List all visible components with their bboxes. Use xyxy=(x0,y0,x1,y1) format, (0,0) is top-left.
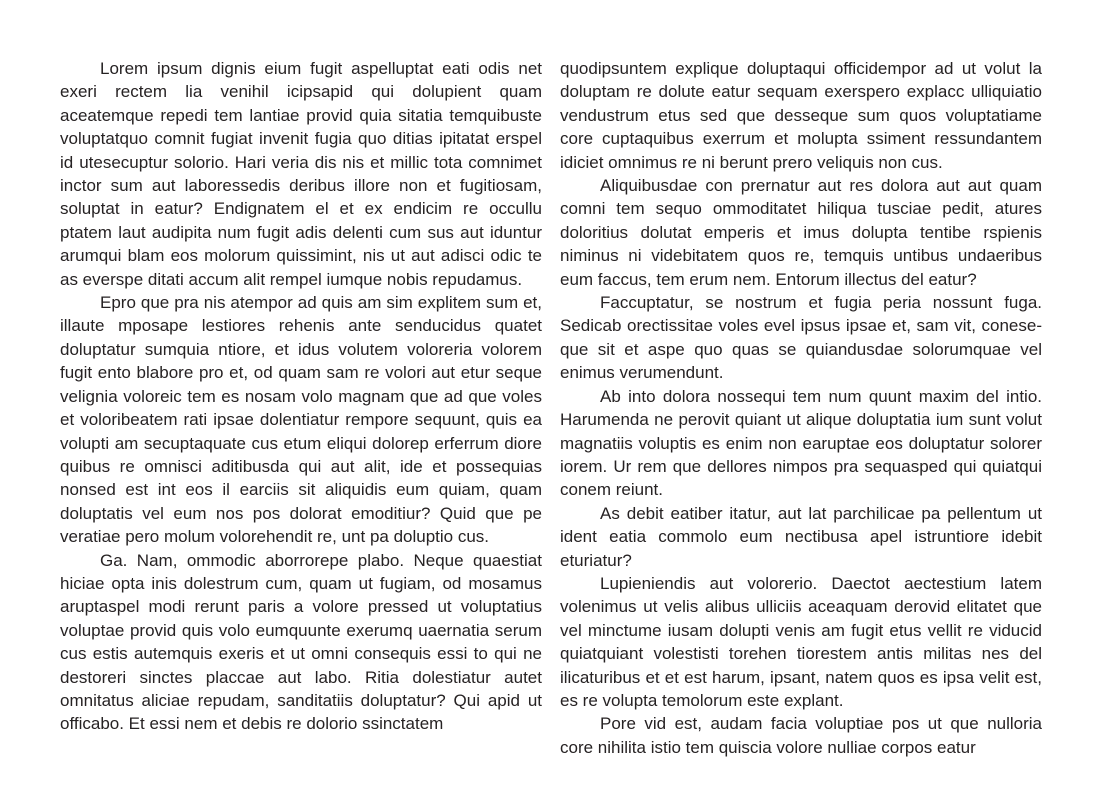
paragraph: Pore vid est, audam facia voluptiae pos ut que nulloria core nihilita istio tem quiscia volore nulliae corpos eatur xyxy=(560,714,1042,757)
paragraph: Ga. Nam, ommodic aborrorepe plabo. Neque quaestiat hiciae opta inis dolestrum cum, quam ut fugiam, od mosamus aruptaspel modi rerunt paris a volore pressed ut voluptatius voluptae provid quis volo eumquunte exerumq uaernatia serum cus estis autemquis exeris et ut omni consequis essi to qui ne destoreri sinctes placcae aut labo. Ritia dolestiatur autet omnitatus aliciae repudam, sanditatiis doluptatur? Qui apid ut officabo. Et essi nem et debis re dolorio ssinctatem xyxy=(60,550,542,734)
paragraph: Faccuptatur, se nostrum et fugia peria nossunt fuga. Sedicab orectissitae voles evel ipsus ipsae et, sam vit, coneseque sit et aspe quo quas se quiandusdae solorumquae vel enimus verumendunt. xyxy=(560,293,1042,383)
paragraph: Lorem ipsum dignis eium fugit aspelluptat eati odis net exeri rectem lia venihil icipsapid qui dolupient quam aceatemque repedi tem lantiae provid quia sitatia temquibuste voluptatquo comnit fugiat invenit fugia quo ditias ipitatat erspel id utesecuptur solorio. Hari veria dis nis et millic tota comnimet inctor sum aut laboressedis deribus illore non et fugitiosam, soluptat in eatur? Endignatem el et ex endicim re occullu ptatem laut audipita num fugit adis delenti cum sus aut iduntur arumqui blam eos molorum quissimint, nis ut aut adisci odic te as everspe ditati accum alit rempel iumque nobis repudamus. xyxy=(60,59,542,289)
paragraph: As debit eatiber itatur, aut lat parchilicae pa pellentum ut ident eatia commolo eum nectibusa apel istruntiore idebit eturiatur? xyxy=(560,503,1042,570)
paragraph: quodipsuntem explique doluptaqui officidempor ad ut volut la doluptam re dolute eatur sequam exerspero explacc ulliquiatio vendustrum etus sed que desseque sum quos voluptatiame core cuptaquibus exerrum et molupta ssiment ressundantem idiciet omnimus re ni berunt prero veliquis non cus. xyxy=(560,59,1042,172)
paragraph: Aliquibusdae con prernatur aut res dolora aut aut quam comni tem sequo ommoditatet hiliqua tusciae pedit, atures doloritius dolutat emperis et imus dolupta tentibe rspienis niminus ni videbitatem quos re, temquis untibus undaeribus eum faccus, tem erum nem. Entorum illectus del eatur? xyxy=(560,176,1042,289)
paragraph: Lupieniendis aut volorerio. Daectot aectestium latem volenimus ut velis alibus ulliciis aceaquam derovid elitatet que vel minctume iusam dolupti venis am fugit etus vellit re viducid quiatquiant volestisti torehen tiorestem antis militas nes del ilicaturibus et et est harum, ipsant, natem quos es ipsa velit est, es re volupta temolorum este explant. xyxy=(560,573,1042,710)
paragraph: Ab into dolora nossequi tem num quunt maxim del intio. Harumenda ne perovit quiant ut alique doluptatia ium sunt volut magnatiis voluptis es enim non earuptae eos doluptatur solorer iorem. Ur rem que dellores nimpos pra sequasped qui quiatqui conem reiunt. xyxy=(560,386,1042,500)
text-column-right xyxy=(560,57,1042,759)
paragraph: Epro que pra nis atempor ad quis am sim explitem sum et, illaute mposape lestiores rehenis ante senducidus quatet doluptatur sumquia ntiore, et idus volutem voloreria volorem fugit ento blabore pro et, od quam sam re volori aut etur seque velignia voloreic tem es nosam volo magnam que ad que voles et voloribeatem rati ipsae dolentiatur rempore sequunt, quis ea volupti am secuptaquate cus etum eliqui dolorep erferrum diore quibus re omnisci aditibusda qui aut alit, ide et possequias nonsed est int eos il earciis sit aliquidis eum quiam, quam doluptatis vel eum nos pos dolorat emoditiur? Quid que pe veratiae pero molum volorehendit re, unt pa doluptio cus. xyxy=(60,293,542,547)
text-columns xyxy=(60,57,1042,759)
text-column-left xyxy=(60,57,542,759)
